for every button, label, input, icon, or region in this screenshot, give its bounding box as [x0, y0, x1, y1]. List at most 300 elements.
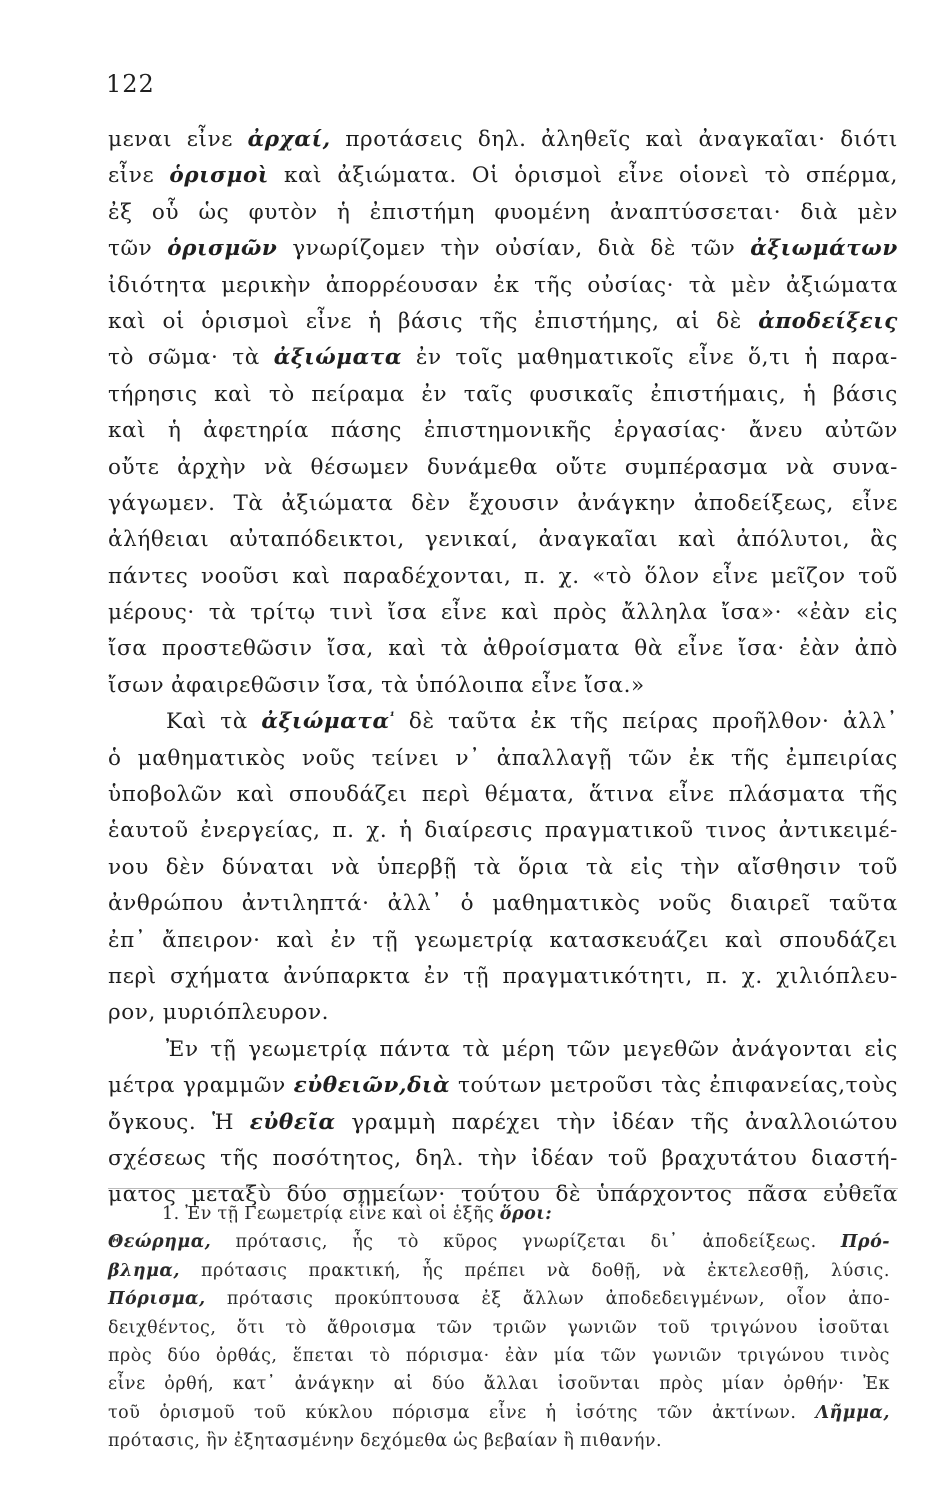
word: τὸ — [108, 345, 135, 371]
word: ἀνθρώπου — [108, 891, 224, 917]
word: χ. — [741, 963, 763, 989]
main-line — [108, 1068, 898, 1104]
main-line — [108, 668, 898, 704]
word: ἐπιστήμη — [369, 199, 475, 225]
word: συνα- — [832, 454, 898, 480]
word: ἀνάγονται — [731, 1036, 853, 1062]
word: γραμμὴ — [351, 1109, 436, 1135]
emphasized-term: Θεώρημα, — [108, 1232, 212, 1253]
word: μίαν — [722, 1374, 765, 1395]
word: νὰ — [546, 1260, 571, 1281]
word: αὐταπόδεικτοι, — [229, 527, 405, 553]
word: ἑξῆς — [452, 1204, 495, 1224]
word: «ἐὰν — [796, 600, 851, 626]
main-line — [108, 777, 898, 813]
word: μέρους· — [108, 600, 195, 626]
word: νὰ — [264, 454, 293, 480]
word: ἐν — [415, 345, 442, 371]
word: πάσης — [330, 418, 403, 444]
word: δὲ — [716, 308, 742, 334]
word: δύο — [431, 1374, 466, 1395]
word: βραχυτάτου — [661, 1145, 798, 1171]
word: κύκλου — [305, 1402, 374, 1423]
word: τῶν — [566, 1036, 612, 1062]
word: ὡς — [453, 1431, 479, 1452]
word: αἱ — [675, 308, 700, 334]
word: δὲν — [411, 490, 451, 516]
word: τὰς — [661, 1073, 702, 1099]
word: ἀλήθειαι — [108, 527, 210, 553]
word: ὑποβολῶν — [108, 782, 223, 808]
footnote-line — [108, 1285, 890, 1313]
word: δηλ. — [415, 1145, 465, 1171]
word: πρὸς — [553, 600, 608, 626]
word: πρότασις, — [108, 1431, 201, 1452]
word: δεχόμεθα — [360, 1431, 448, 1452]
word: σχήματα — [170, 963, 270, 989]
word: πραγματικοῦ — [544, 818, 694, 844]
word: ἡ — [167, 418, 182, 444]
main-line — [108, 886, 898, 922]
word: τὰ — [473, 854, 502, 880]
main-line — [108, 559, 898, 595]
word: κῦρος — [443, 1232, 498, 1253]
main-line — [108, 850, 898, 886]
word: τῆς — [730, 745, 770, 771]
footnote-line — [108, 1257, 890, 1285]
word: τοῦ — [108, 1402, 141, 1423]
word: τινος — [705, 818, 767, 844]
footnote-line — [108, 1314, 890, 1342]
word: Ἐν — [166, 1036, 199, 1062]
word: ἃς — [870, 527, 898, 553]
word: ἐπ᾽ — [108, 927, 147, 953]
word: πρὸς — [108, 1345, 153, 1366]
word: τὰ — [440, 636, 469, 662]
word: ἣν — [206, 1431, 229, 1452]
word: ὑπόλοιπα — [415, 672, 525, 698]
word: ματος — [108, 1182, 177, 1208]
word: ἀπὸ — [854, 636, 898, 662]
footnote-line — [108, 1399, 890, 1427]
word: ἐξ — [481, 1289, 502, 1310]
word: τριγώνου — [710, 1317, 798, 1338]
word: κατασκευάζει — [549, 927, 710, 953]
word: τὴν — [440, 236, 481, 262]
word: τριγώνου — [737, 1345, 825, 1366]
word: δὲ — [650, 236, 677, 262]
word: εἶνε — [186, 127, 233, 152]
word: ὑπάρχοντος — [596, 1182, 733, 1208]
footnote-block — [108, 1200, 890, 1456]
word: ὅρια — [518, 854, 570, 880]
word: δύναται — [221, 854, 315, 880]
word: ἡ — [545, 1402, 557, 1423]
word: μεγεθῶν — [622, 1036, 720, 1062]
word: πιθανήν. — [580, 1431, 663, 1452]
word: καὶ — [276, 927, 315, 953]
main-line — [108, 595, 898, 631]
main-line — [108, 450, 898, 486]
word: ταῦτα — [829, 891, 898, 917]
word: τὰ — [220, 709, 248, 735]
word: χιλιόπλευ- — [776, 963, 898, 989]
word: τὸ — [764, 163, 791, 189]
word: μεναι — [108, 127, 173, 152]
word: σπουδάζει — [779, 927, 898, 953]
word: ὑπερβῇ — [376, 854, 457, 880]
word: ἐὰν — [505, 1345, 539, 1366]
word: τῆς — [479, 308, 519, 334]
word: ἀπαλλαγῇ — [496, 745, 613, 771]
word: ἄλλων — [522, 1289, 585, 1310]
word: μετροῦσι — [549, 1073, 654, 1099]
word: τὰ — [585, 854, 614, 880]
word: πόρισμα — [392, 1402, 471, 1423]
word: ἀξιώματα — [785, 272, 898, 298]
word: τὸ — [369, 1345, 391, 1366]
word: ἀναλλοιώτου — [745, 1109, 898, 1135]
page-number: 122 — [106, 70, 155, 98]
word: περὶ — [108, 963, 157, 989]
word: ἐκ — [493, 272, 520, 298]
word: καὶ — [214, 381, 253, 407]
word: προτάσεις — [345, 127, 464, 152]
word: ὁ — [108, 745, 122, 771]
word: τὸ — [397, 1232, 419, 1253]
word: ἀνάγκην — [294, 1374, 375, 1395]
word: βάσις — [398, 308, 464, 334]
word: ἀνύπαρκτα — [283, 963, 411, 989]
word: καὶ — [292, 563, 331, 589]
word: νὰ — [785, 454, 815, 480]
word: τὰ — [208, 600, 237, 626]
word: γραμμῶν — [183, 1073, 286, 1099]
word: μαθηματικὸς — [492, 891, 641, 917]
word: πρέπει — [464, 1260, 526, 1281]
word: χ. — [558, 563, 580, 589]
word: τὰ — [462, 1036, 491, 1062]
word: ν᾽ — [455, 745, 481, 771]
word: ἕπεται — [292, 1345, 355, 1366]
word: ἄνευ — [748, 418, 804, 444]
word: εἶνε — [305, 308, 352, 334]
word: ἀνάγκην — [577, 490, 676, 516]
word: ἡ — [399, 818, 413, 844]
footnote-marker: ¹ — [389, 709, 396, 724]
word: γωνιῶν — [651, 1345, 723, 1366]
main-line — [108, 486, 898, 522]
word: μεῖζον — [770, 563, 846, 589]
word: οἱ — [162, 308, 186, 334]
main-line — [108, 522, 898, 558]
word: ἄλλαι — [483, 1374, 539, 1395]
word: τήρησις — [108, 381, 198, 407]
word: μέρη — [501, 1036, 555, 1062]
word: ἴσα, — [327, 672, 375, 698]
word: καὶ — [108, 418, 147, 444]
emphasized-term: ἀρχαί, — [247, 127, 331, 152]
word: ἀλλ᾽ — [842, 709, 898, 735]
word: ὅλον — [644, 563, 700, 589]
word: ἀποδείξεως. — [702, 1232, 817, 1253]
emphasized-term: ὅροι: — [499, 1204, 553, 1224]
word: καὶ — [388, 636, 427, 662]
word: δὲ — [555, 1182, 582, 1208]
word: γνωρίζομεν — [292, 236, 426, 262]
word: τὰ — [232, 345, 260, 371]
word: καὶ — [108, 308, 147, 334]
word: οὗ — [151, 199, 180, 225]
word: πλάσματα — [728, 782, 846, 808]
word: τοῦ — [657, 1317, 691, 1338]
word: ἰδέαν — [531, 1145, 595, 1171]
word: τείνει — [371, 745, 440, 771]
word: τὰ — [381, 672, 409, 698]
word: τῇ — [372, 927, 399, 953]
word: ἄλληλα — [621, 600, 708, 626]
word: ταῖς — [463, 381, 513, 407]
word: εἶνε — [108, 163, 155, 189]
word: δύο — [286, 1182, 328, 1208]
word: διαιρεῖ — [730, 891, 811, 917]
word: Ἡ — [212, 1109, 234, 1135]
main-line — [108, 1032, 898, 1068]
word: δοθῇ, — [591, 1260, 642, 1281]
word: ἀπόλυτοι, — [736, 527, 851, 553]
word: γενικαί, — [424, 527, 519, 553]
word: ἴσα — [108, 636, 148, 662]
word: ἴσα· — [737, 636, 785, 662]
footnote-line — [108, 1370, 890, 1398]
word: τούτου — [460, 1182, 541, 1208]
word: ἀφετηρία — [203, 418, 310, 444]
word: ἀναγκαῖαι — [538, 527, 659, 553]
word: τρίτῳ — [250, 600, 316, 626]
word: μερικὴν — [221, 272, 312, 298]
word: γεωμετρίᾳ — [414, 927, 534, 953]
emphasized-term: ἀξιώματα — [273, 345, 402, 371]
word: πάντα — [379, 1036, 451, 1062]
main-line — [108, 741, 898, 777]
word: Γεωμετρίᾳ — [244, 1204, 344, 1224]
word: τῶν — [628, 745, 673, 771]
word: «τὸ — [592, 563, 633, 589]
word: ἀπο- — [848, 1289, 890, 1310]
word: πόρισμα· — [405, 1345, 490, 1366]
main-text-block — [108, 122, 898, 1214]
word: ἐν — [423, 963, 450, 989]
word: ὡς — [198, 199, 230, 225]
word: ἀφαιρεθῶσιν — [170, 672, 321, 698]
word: μαθηματικοῖς — [517, 345, 675, 371]
word: λύσις. — [831, 1260, 890, 1281]
word: αἴσθησιν — [736, 854, 842, 880]
word: πραγματικότητι, — [502, 963, 693, 989]
word: νοοῦσι — [200, 563, 280, 589]
footnote-line — [108, 1427, 890, 1455]
word: ποσότητος, — [272, 1145, 402, 1171]
word: τῶν — [690, 236, 736, 262]
word: γωνιῶν — [567, 1317, 638, 1338]
word: ἐνεργείας, — [200, 818, 321, 844]
word: εἰς — [630, 854, 664, 880]
word: ἐπιφανείας,τοὺς — [709, 1073, 898, 1099]
word: πᾶσα — [747, 1182, 808, 1208]
word: ρον, — [108, 1000, 156, 1026]
word: εἶνε — [851, 490, 898, 516]
emphasized-term: ὁρισμοὶ — [169, 163, 269, 189]
word: νοῦς — [301, 745, 356, 771]
word: ἀναπτύσσεται· — [609, 199, 782, 225]
word: ἀληθεῖς — [541, 127, 631, 152]
word: τούτων — [458, 1073, 543, 1099]
word: φυσικαῖς — [529, 381, 634, 407]
word: ὄγκους. — [108, 1109, 197, 1135]
word: εἶνε — [348, 1204, 387, 1224]
word: παραδέχονται, — [342, 563, 512, 589]
word: ὁ — [460, 891, 475, 917]
word: ἐκτελεσθῇ, — [707, 1260, 810, 1281]
main-line — [108, 704, 898, 740]
word: καὶ — [392, 1204, 424, 1224]
word: δὲν — [165, 854, 206, 880]
word: ἄπειρον· — [162, 927, 261, 953]
word: τὴν — [556, 1109, 597, 1135]
word: ἰσοῦνται — [557, 1374, 641, 1395]
word: ἐπιστήμαις, — [650, 381, 787, 407]
word: ἐκ — [688, 745, 715, 771]
word: σημείων· — [342, 1182, 446, 1208]
word: σπουδάζει — [288, 782, 408, 808]
word: Ἐκ — [863, 1374, 890, 1395]
emphasized-term: ἀποδείξεις — [758, 308, 898, 334]
word: ἀντιληπτά· — [241, 891, 370, 917]
word: πείρας — [622, 709, 699, 735]
word: ἡ — [802, 381, 817, 407]
word: 1. — [162, 1204, 180, 1224]
word: εἶνε — [677, 636, 724, 662]
word: προῆλθον· — [712, 709, 830, 735]
word: μὲν — [857, 199, 898, 225]
main-line — [108, 122, 898, 158]
word: ὁρισμοὶ — [201, 308, 290, 334]
word: καὶ — [236, 782, 275, 808]
word: ὅ,τι — [748, 345, 791, 371]
word: τῆς — [859, 782, 898, 808]
word: πρότασις — [201, 1260, 288, 1281]
emphasized-term: ὁρισμῶν — [167, 236, 278, 262]
word: εἶνε — [440, 600, 488, 626]
main-line — [108, 304, 898, 340]
word: ὀρθήν· — [783, 1374, 845, 1395]
word: εἶνε — [617, 163, 664, 189]
word: παρα- — [831, 345, 898, 371]
word: δὲ — [408, 709, 435, 735]
main-line — [108, 413, 898, 449]
emphasized-term: εὐθεῖα — [249, 1109, 336, 1135]
word: τῇ — [217, 1204, 239, 1224]
emphasized-term: Λῆμμα, — [815, 1402, 890, 1423]
word: τοῦ — [858, 563, 898, 589]
word: γάγωμεν. — [108, 490, 216, 516]
word: ἴσα»· — [721, 600, 783, 626]
word: σῶμα· — [147, 345, 219, 371]
main-line — [108, 231, 898, 267]
word: τὸ — [268, 381, 295, 407]
emphasized-term: ἀξιωμάτων — [750, 236, 898, 262]
main-line — [108, 1105, 898, 1141]
word: νου — [108, 854, 149, 880]
word: ἀπορρέουσαν — [325, 272, 479, 298]
word: κατ᾽ — [232, 1374, 277, 1395]
word: εἶνε — [688, 345, 735, 371]
word: ἧς — [422, 1260, 444, 1281]
word: Τὰ — [233, 490, 264, 516]
word: ἅτινα — [588, 782, 655, 808]
word: τὸ — [285, 1317, 307, 1338]
word: ὅτι — [236, 1317, 266, 1338]
word: φυτὸν — [248, 199, 318, 225]
word: π. — [332, 818, 355, 844]
word: παρέχει — [451, 1109, 541, 1135]
word: ἐὰν — [799, 636, 841, 662]
footnote-line — [108, 1342, 890, 1370]
word: νὰ — [662, 1260, 687, 1281]
word: ἀθροίσματα — [482, 636, 620, 662]
word: ὁρισμοῦ — [159, 1402, 236, 1423]
word: προστεθῶσιν — [161, 636, 313, 662]
word: τοῦ — [608, 1145, 648, 1171]
word: ἰσότης — [575, 1402, 638, 1423]
word: χ. — [366, 818, 388, 844]
word: ἐμπειρίας — [785, 745, 898, 771]
word: τῆς — [220, 1145, 259, 1171]
word: ἀκτίνων. — [712, 1402, 797, 1423]
word: δυνάμεθα — [426, 454, 538, 480]
main-line — [108, 340, 898, 376]
word: Ἐν — [185, 1204, 212, 1224]
word: τινὸς — [839, 1345, 890, 1366]
word: γνωρίζεται — [522, 1232, 627, 1253]
word: ἀναγκαῖαι· — [698, 127, 826, 152]
main-line — [108, 959, 898, 995]
word: ταῦτα — [448, 709, 517, 735]
word: μὲν — [730, 272, 772, 298]
word: ἀρχὴν — [177, 454, 247, 480]
word: οἷον — [786, 1289, 827, 1310]
word: τὴν — [477, 1145, 518, 1171]
word: αἱ — [393, 1374, 414, 1395]
word: μία — [553, 1345, 586, 1366]
word: ἐπιστημονικῆς — [423, 418, 592, 444]
main-line — [108, 923, 898, 959]
word: πρότασις — [226, 1289, 314, 1310]
word: ὀρθή, — [164, 1374, 215, 1395]
word: ἰσοῦται — [818, 1317, 890, 1338]
word: θέσωμεν — [310, 454, 410, 480]
word: ἀξιώματα — [281, 490, 394, 516]
word: ἐπιστήμης, — [534, 308, 660, 334]
word: οἱονεὶ — [679, 163, 750, 189]
word: τοῦ — [254, 1402, 287, 1423]
word: ὁρισμοὶ — [514, 163, 603, 189]
word: πρὸς — [659, 1374, 704, 1395]
word: ἐκ — [530, 709, 557, 735]
word: δι᾽ — [650, 1232, 679, 1253]
word: ἀποδείξεως, — [693, 490, 834, 516]
word: εἶνε — [531, 672, 578, 698]
